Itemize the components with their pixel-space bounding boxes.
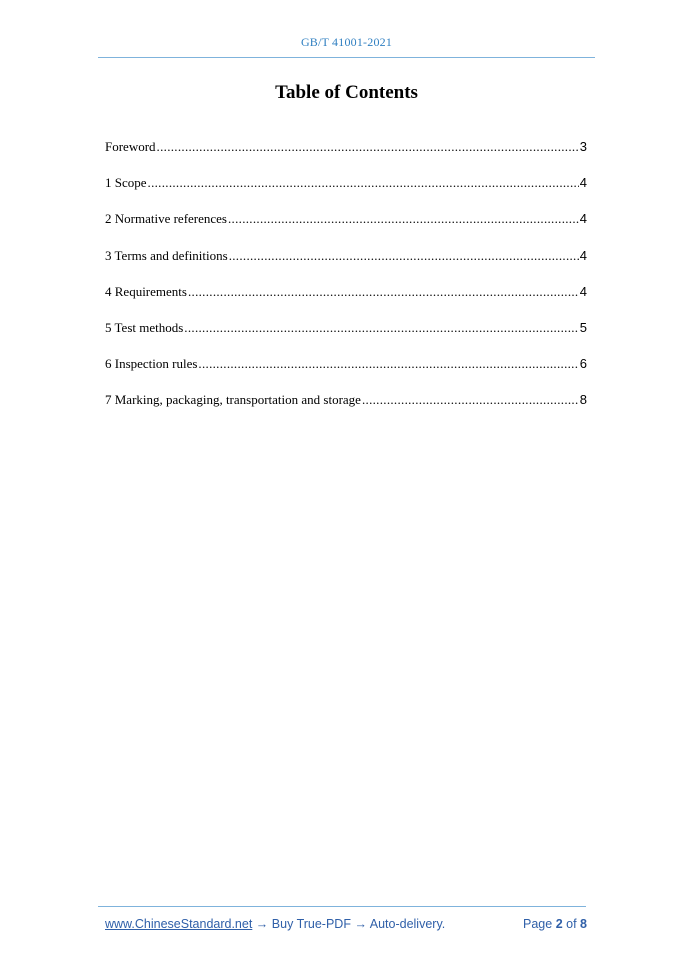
toc-entry-terms-and-definitions[interactable] — [105, 248, 587, 284]
auto-delivery-text: Auto-delivery. — [369, 917, 446, 931]
toc-entry-inspection-rules[interactable] — [105, 356, 587, 392]
current-page-number: 2 — [555, 917, 563, 931]
toc-entry-label: 3 Terms and definitions — [105, 247, 228, 263]
toc-entry-page: 4 — [579, 211, 587, 227]
of-word: of — [566, 917, 577, 931]
toc-entry-label: 7 Marking, packaging, transportation and storage — [105, 392, 361, 408]
toc-entry-foreword[interactable] — [105, 139, 587, 175]
toc-entry-label: 5 Test methods — [105, 319, 184, 335]
toc-entry-page: 5 — [579, 319, 587, 335]
document-header: GB/T 41001-2021 — [300, 35, 393, 49]
toc-entry-label: 1 Scope — [105, 175, 147, 191]
toc-entry-label: 6 Inspection rules — [105, 356, 198, 372]
toc-entry-page: 6 — [579, 356, 587, 372]
buy-pdf-text: Buy True-PDF — [271, 917, 351, 931]
toc-leader-dots — [198, 356, 578, 372]
toc-entry-scope[interactable] — [105, 175, 587, 211]
toc-leader-dots — [157, 139, 579, 155]
toc-entry-marking-packaging[interactable] — [105, 392, 587, 428]
footer-promo — [105, 917, 445, 931]
toc-entry-page: 4 — [579, 247, 587, 263]
total-pages-number: 8 — [580, 917, 587, 931]
toc-entry-page: 4 — [579, 175, 587, 191]
header-divider — [98, 57, 595, 58]
arrow-right-icon: → — [354, 917, 367, 931]
toc-entry-page: 4 — [579, 283, 587, 299]
toc-entry-label: 4 Requirements — [105, 283, 187, 299]
arrow-right-icon: → — [255, 917, 269, 931]
toc-entry-requirements[interactable] — [105, 284, 587, 320]
page-title: Table of Contents — [275, 82, 418, 103]
toc-entry-label: Foreword — [105, 139, 156, 154]
toc-leader-dots — [184, 320, 578, 336]
toc-entry-page: 8 — [579, 392, 587, 408]
toc-leader-dots — [148, 175, 579, 191]
toc-entry-label: 2 Normative references — [105, 211, 227, 227]
toc-entry-test-methods[interactable] — [105, 320, 587, 356]
toc-leader-dots — [362, 392, 579, 408]
toc-entry-page: 3 — [579, 139, 587, 154]
page-word: Page — [523, 917, 553, 931]
toc-leader-dots — [228, 211, 579, 227]
page-indicator — [523, 917, 587, 931]
toc-list — [105, 139, 587, 429]
toc-leader-dots — [188, 284, 579, 300]
toc-leader-dots — [229, 248, 579, 264]
footer-divider — [98, 906, 586, 907]
toc-entry-normative-references[interactable] — [105, 211, 587, 247]
site-link[interactable]: www.ChineseStandard.net — [105, 917, 253, 931]
